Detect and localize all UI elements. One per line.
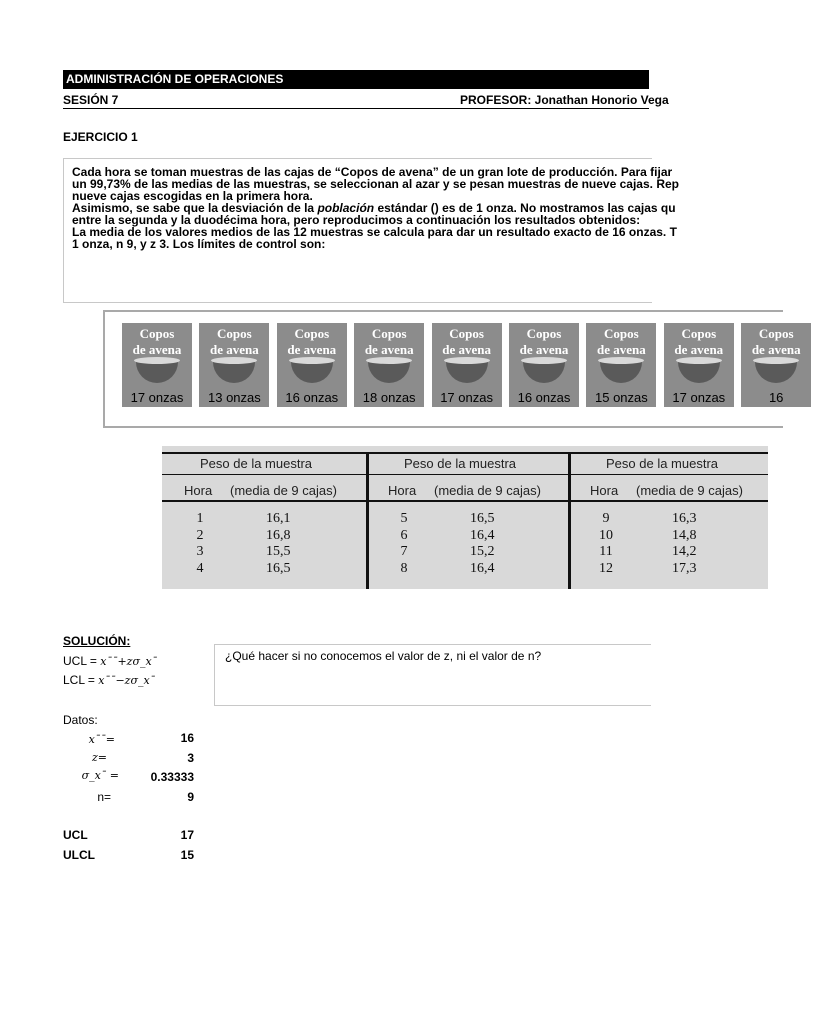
cereal-box bbox=[664, 323, 734, 407]
datos-label-z: z= bbox=[91, 751, 107, 764]
cereal-box-name: Copos de avena bbox=[364, 326, 414, 357]
cereal-box bbox=[509, 323, 579, 407]
cereal-box-weight: 16 onzas bbox=[517, 390, 571, 405]
cereal-box bbox=[432, 323, 502, 407]
cereal-box-weight: 15 onzas bbox=[595, 390, 648, 405]
table-value-cell: 15,5 bbox=[266, 544, 291, 559]
lcl-result-value: 15 bbox=[180, 848, 194, 862]
datos-value-z: 3 bbox=[187, 751, 194, 765]
cereal-box-name: Copos de avena bbox=[674, 326, 724, 357]
oats-icon bbox=[289, 357, 335, 364]
table-hour-cell: 5 bbox=[400, 511, 408, 526]
bowl-icon bbox=[600, 361, 642, 383]
table-value-cell: 16,5 bbox=[470, 511, 495, 526]
bowl-icon bbox=[523, 361, 565, 383]
cereal-box bbox=[586, 323, 656, 407]
question-box bbox=[214, 644, 651, 706]
table-value-cell: 15,2 bbox=[470, 544, 495, 559]
bowl-icon bbox=[291, 361, 333, 383]
table-column-divider bbox=[366, 452, 369, 589]
lcl-formula-label: LCL = bbox=[63, 673, 99, 687]
cereal-box bbox=[741, 323, 811, 407]
table-value-cell: 16,4 bbox=[470, 560, 495, 576]
ucl-result-label: UCL bbox=[63, 828, 88, 842]
oats-icon bbox=[211, 357, 257, 364]
sample-weights-table bbox=[162, 446, 768, 589]
cereal-box-name: Copos de avena bbox=[210, 326, 259, 357]
problem-italic-term: población bbox=[317, 201, 375, 215]
cereal-box-name: Copos de avena bbox=[132, 326, 182, 357]
table-hour-cell: 2 bbox=[196, 527, 204, 543]
oats-icon bbox=[676, 357, 722, 364]
bowl-icon bbox=[678, 361, 720, 383]
problem-text: Asimismo, se sabe que la desviación de la bbox=[72, 201, 318, 215]
lcl-result-label: ULCL bbox=[63, 848, 95, 862]
lcl-formula-expression: x¯¯−zσ_x¯ bbox=[98, 674, 156, 687]
ucl-formula-expression: x¯¯+zσ_x¯ bbox=[100, 655, 158, 668]
bowl-icon bbox=[755, 361, 797, 383]
problem-line: entre la segunda y la duodécima hora, pero reproducimos a continuación los resultados obtenidos: bbox=[72, 213, 641, 227]
table-col-mean: (media de 9 cajas) bbox=[230, 483, 337, 498]
table-col-hour: Hora bbox=[590, 483, 619, 498]
ucl-formula-label: UCL = bbox=[63, 654, 101, 668]
datos-title: Datos: bbox=[63, 713, 98, 727]
oats-icon bbox=[521, 357, 567, 364]
bowl-icon bbox=[213, 361, 255, 383]
table-hour-cell: 11 bbox=[599, 544, 613, 559]
datos-value-n: 9 bbox=[187, 790, 194, 804]
cereal-box-name: Copos de avena bbox=[442, 326, 491, 357]
oats-icon bbox=[134, 357, 180, 364]
cereal-box-weight: 16 bbox=[768, 390, 784, 405]
table-group-header: Peso de la muestra bbox=[606, 456, 719, 471]
table-rule bbox=[162, 452, 768, 454]
table-hour-cell: 3 bbox=[196, 544, 204, 559]
table-hour-cell: 10 bbox=[599, 527, 613, 543]
datos-label-n: n= bbox=[97, 790, 111, 804]
exercise-title: EJERCICIO 1 bbox=[63, 130, 138, 144]
bowl-icon bbox=[136, 361, 178, 383]
table-hour-cell: 6 bbox=[400, 527, 408, 543]
table-column-divider bbox=[568, 452, 571, 589]
cereal-box bbox=[277, 323, 347, 407]
problem-line: La media de los valores medios de las 12 muestras se calcula para dar un resultado exacto de 16 onzas. T bbox=[72, 225, 677, 239]
cereal-box bbox=[199, 323, 269, 407]
problem-line: un 99,73% de las medias de las muestras, se seleccionan al azar y se pesan muestras de nueve cajas. Rep bbox=[72, 177, 679, 191]
cereal-box-name: Copos de avena bbox=[751, 326, 801, 357]
ucl-result-value: 17 bbox=[180, 828, 194, 842]
table-value-cell: 16,8 bbox=[266, 527, 291, 543]
cereal-box bbox=[122, 323, 192, 407]
table-rule bbox=[162, 474, 768, 475]
table-group-header: Peso de la muestra bbox=[200, 456, 313, 471]
cereal-box-weight: 16 onzas bbox=[285, 390, 339, 405]
course-title: ADMINISTRACIÓN DE OPERACIONES bbox=[66, 72, 284, 86]
table-hour-cell: 12 bbox=[599, 560, 613, 576]
table-rule bbox=[162, 500, 768, 502]
table-col-hour: Hora bbox=[388, 483, 417, 498]
cereal-box-name: Copos de avena bbox=[287, 326, 337, 357]
table-value-cell: 14,8 bbox=[672, 527, 697, 543]
bowl-icon bbox=[446, 361, 488, 383]
question-text: ¿Qué hacer si no conocemos el valor de z, ni el valor de n? bbox=[225, 649, 542, 663]
lcl-formula bbox=[63, 673, 155, 687]
problem-line: nueve cajas escogidas en la primera hora. bbox=[72, 189, 313, 203]
datos-label-sigma: σ_x¯ = bbox=[81, 769, 119, 782]
cereal-box-name: Copos de avena bbox=[519, 326, 569, 357]
table-col-hour: Hora bbox=[184, 483, 213, 498]
table-hour-cell: 7 bbox=[400, 544, 408, 559]
oats-icon bbox=[598, 357, 644, 364]
cereal-box-weight: 18 onzas bbox=[362, 390, 416, 405]
cereal-box-weight: 17 onzas bbox=[130, 390, 184, 405]
table-value-cell: 14,2 bbox=[672, 544, 697, 559]
table-group-header: Peso de la muestra bbox=[404, 456, 517, 471]
solution-title: SOLUCIÓN: bbox=[63, 634, 131, 648]
problem-line: 1 onza, n 9, y z 3. Los límites de control son: bbox=[72, 237, 326, 251]
cereal-box-weight: 17 onzas bbox=[672, 390, 726, 405]
ucl-formula bbox=[63, 654, 157, 668]
table-hour-cell: 9 bbox=[602, 511, 610, 526]
table-value-cell: 16,1 bbox=[266, 511, 291, 526]
oats-icon bbox=[444, 357, 490, 364]
table-hour-cell: 4 bbox=[196, 560, 204, 576]
session-label: SESIÓN 7 bbox=[63, 93, 119, 107]
table-hour-cell: 8 bbox=[400, 560, 408, 576]
table-col-mean: (media de 9 cajas) bbox=[636, 483, 743, 498]
datos-value-mean: 16 bbox=[180, 731, 194, 745]
cereal-box-weight: 13 onzas bbox=[208, 390, 261, 405]
problem-line: Cada hora se toman muestras de las cajas de “Copos de avena” de un gran lote de producción. Para fijar bbox=[72, 165, 673, 179]
oats-icon bbox=[366, 357, 412, 364]
datos-value-sigma: 0.33333 bbox=[150, 770, 194, 784]
oats-icon bbox=[753, 357, 799, 364]
table-value-cell: 16,3 bbox=[672, 511, 697, 526]
cereal-box bbox=[354, 323, 424, 407]
professor-label: PROFESOR: Jonathan Honorio Vega bbox=[460, 93, 669, 107]
table-value-cell: 17,3 bbox=[672, 560, 697, 576]
table-value-cell: 16,5 bbox=[266, 560, 291, 576]
problem-text: estándar () es de 1 onza. No mostramos las cajas qu bbox=[374, 201, 676, 215]
table-col-mean: (media de 9 cajas) bbox=[434, 483, 541, 498]
table-value-cell: 16,4 bbox=[470, 527, 495, 543]
cereal-box-weight: 17 onzas bbox=[440, 390, 493, 405]
cereal-box-name: Copos de avena bbox=[597, 326, 646, 357]
datos-label-mean: x¯¯= bbox=[88, 733, 115, 746]
bowl-icon bbox=[368, 361, 410, 383]
table-hour-cell: 1 bbox=[196, 511, 204, 526]
